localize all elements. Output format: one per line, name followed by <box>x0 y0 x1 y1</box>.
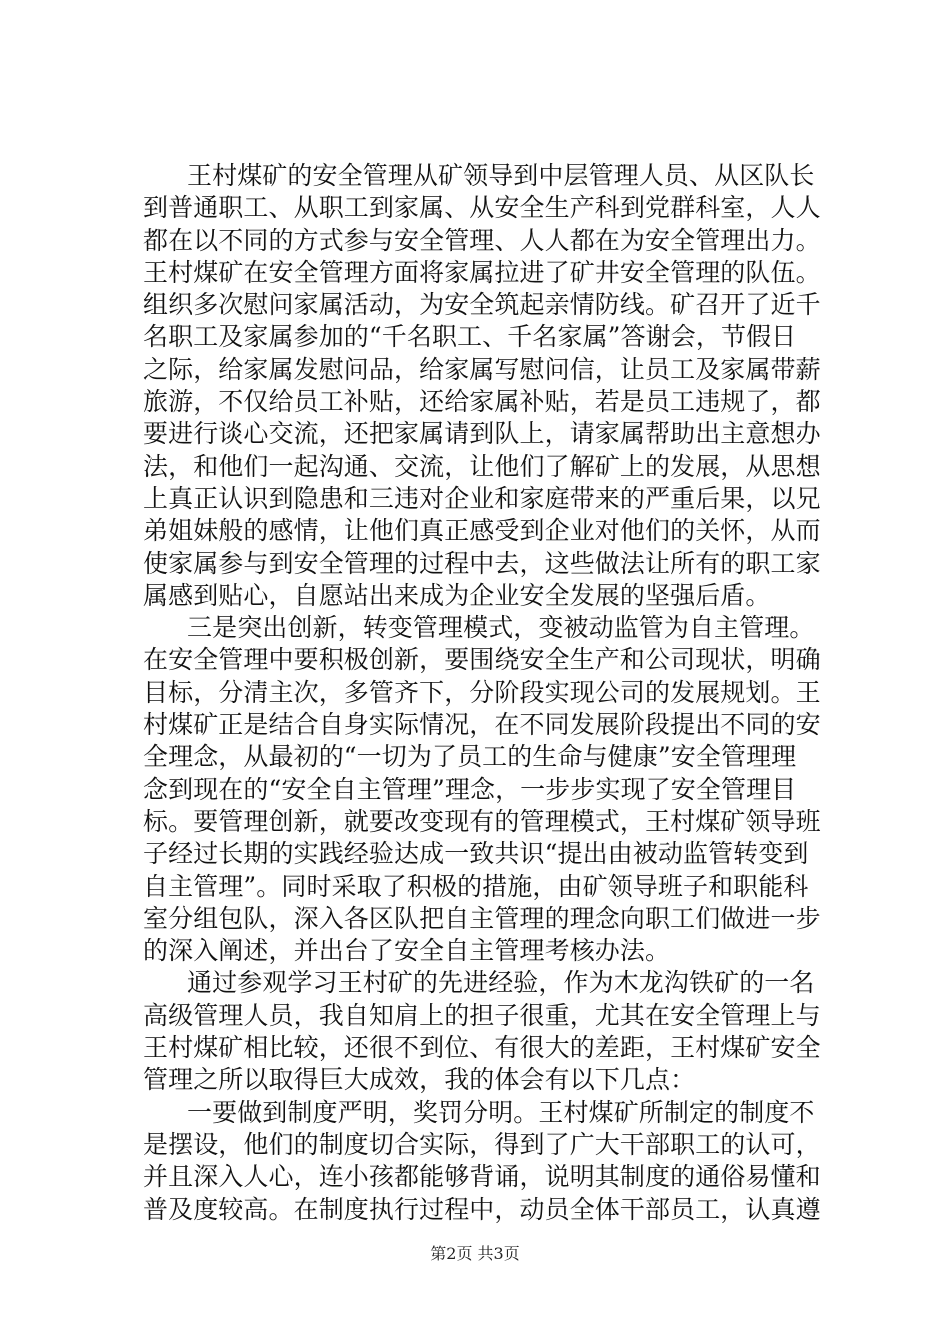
paragraph-line: 目标，分清主次，多管齐下，分阶段实现公司的发展规划。王 <box>143 677 821 707</box>
paragraph-line: 要进行谈心交流，还把家属请到队上，请家属帮助出主意想办 <box>143 419 821 449</box>
paragraph-line: 通过参观学习王村矿的先进经验，作为木龙沟铁矿的一名 <box>187 968 815 998</box>
paragraph-line: 全理念，从最初的“一切为了员工的生命与健康”安全管理理 <box>143 742 797 772</box>
paragraph-line: 组织多次慰问家属活动，为安全筑起亲情防线。矿召开了近千 <box>143 290 821 320</box>
paragraph-line: 高级管理人员，我自知肩上的担子很重，尤其在安全管理上与 <box>143 1000 821 1030</box>
paragraph-line: 并且深入人心，连小孩都能够背诵，说明其制度的通俗易懂和 <box>143 1162 821 1192</box>
paragraph-line: 是摆设，他们的制度切合实际，得到了广大干部职工的认可， <box>143 1129 821 1159</box>
paragraph-line: 旅游，不仅给员工补贴，还给家属补贴，若是员工违规了，都 <box>143 387 821 417</box>
paragraph-line: 王村煤矿在安全管理方面将家属拉进了矿井安全管理的队伍。 <box>143 257 821 287</box>
paragraph-line: 普及度较高。在制度执行过程中，动员全体干部员工，认真遵 <box>143 1194 821 1224</box>
paragraph-line: 自主管理”。同时采取了积极的措施，由矿领导班子和职能科 <box>143 871 809 901</box>
paragraph-line: 到普通职工、从职工到家属、从安全生产科到党群科室，人人 <box>143 193 821 223</box>
paragraph-line: 都在以不同的方式参与安全管理、人人都在为安全管理出力。 <box>143 225 821 255</box>
paragraph-line: 标。要管理创新，就要改变现有的管理模式，王村煤矿领导班 <box>143 806 821 836</box>
paragraph-line: 使家属参与到安全管理的过程中去，这些做法让所有的职工家 <box>143 548 821 578</box>
paragraph-line: 之际，给家属发慰问品，给家属写慰问信，让员工及家属带薪 <box>143 354 821 384</box>
body-text <box>143 160 821 1226</box>
paragraph-line: 室分组包队，深入各区队把自主管理的理念向职工们做进一步 <box>143 903 821 933</box>
paragraph-line: 法，和他们一起沟通、交流，让他们了解矿上的发展，从思想 <box>143 451 821 481</box>
paragraph-line: 王村煤矿相比较，还很不到位、有很大的差距，王村煤矿安全 <box>143 1033 821 1063</box>
paragraph-line: 三是突出创新，转变管理模式，变被动监管为自主管理。 <box>187 613 815 643</box>
paragraph-line: 属感到贴心，自愿站出来成为企业安全发展的坚强后盾。 <box>143 580 771 610</box>
paragraph-line: 王村煤矿的安全管理从矿领导到中层管理人员、从区队长 <box>187 161 815 190</box>
paragraph-line: 一要做到制度严明，奖罚分明。王村煤矿所制定的制度不 <box>187 1097 815 1127</box>
paragraph-line: 的深入阐述，并出台了安全自主管理考核办法。 <box>143 936 671 966</box>
paragraph-line: 念到现在的“安全自主管理”理念，一步步实现了安全管理目 <box>143 774 797 804</box>
paragraph-line: 弟姐妹般的感情，让他们真正感受到企业对他们的关怀，从而 <box>143 516 821 546</box>
paragraph-line: 管理之所以取得巨大成效，我的体会有以下几点： <box>143 1065 696 1095</box>
page-number-footer: 第2页 共3页 <box>430 1244 520 1263</box>
paragraph-line: 上真正认识到隐患和三违对企业和家庭带来的严重后果，以兄 <box>143 483 821 513</box>
paragraph-line: 子经过长期的实践经验达成一致共识“提出由被动监管转变到 <box>143 839 809 869</box>
paragraph-line: 村煤矿正是结合自身实际情况，在不同发展阶段提出不同的安 <box>143 710 821 740</box>
paragraph-line: 在安全管理中要积极创新，要围绕安全生产和公司现状，明确 <box>143 645 821 675</box>
paragraph-line: 名职工及家属参加的“千名职工、千名家属”答谢会，节假日 <box>143 322 797 352</box>
